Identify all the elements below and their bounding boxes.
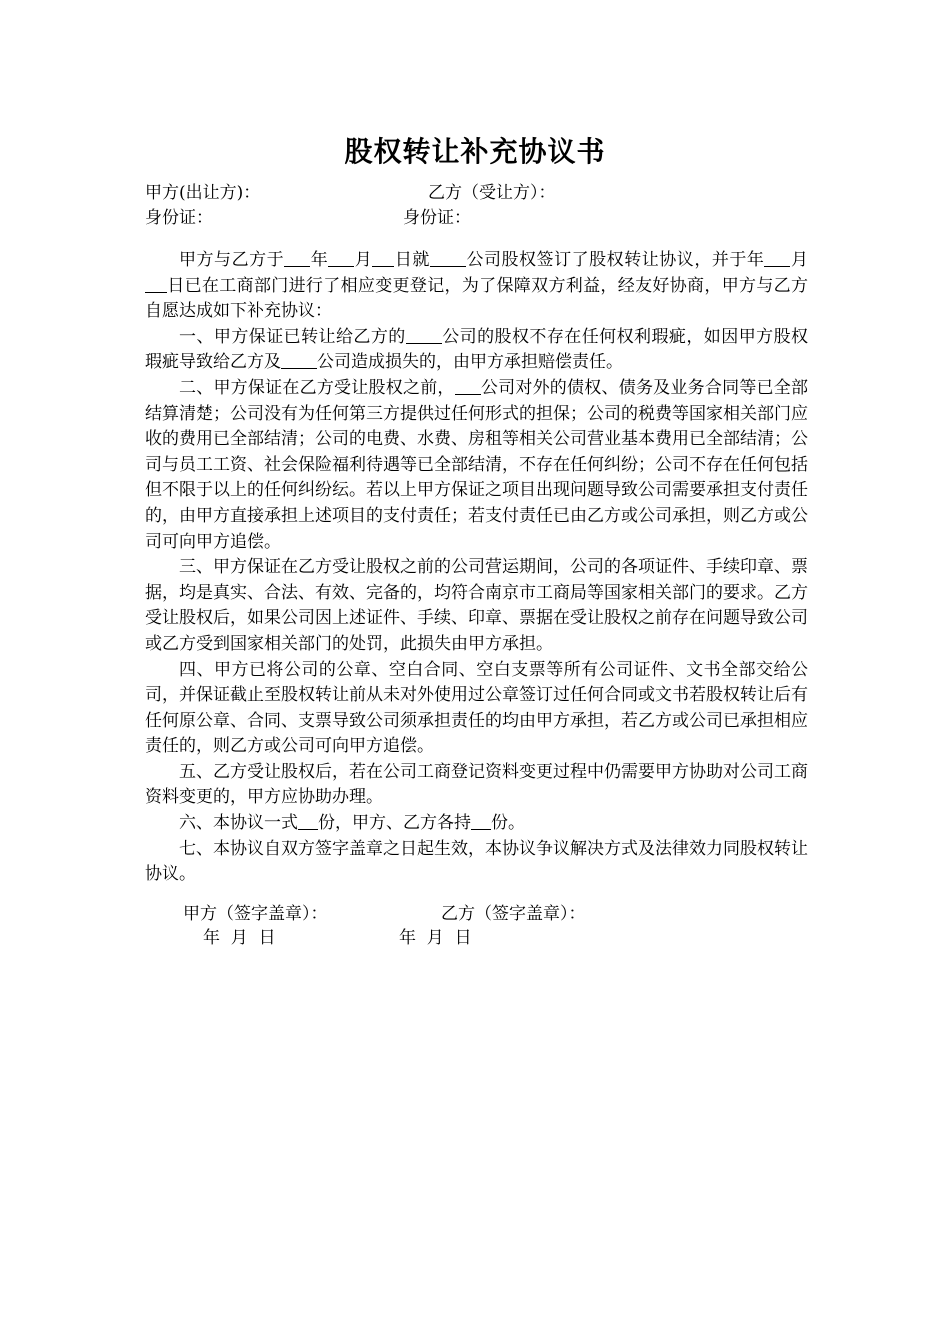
party-a-id-label: 身份证： bbox=[145, 208, 213, 228]
clause-2 bbox=[145, 376, 808, 555]
signature-party-a: 甲方（签字盖章）： bbox=[183, 904, 328, 924]
clause-4: 四、甲方已将公司的公章、空白合同、空白支票等所有公司证件、文书全部交给公司，并保证截止至股权转让前从未对外使用过公章签订过任何合同或文书若股权转让后有任何原公章、合同、支票导致公司须承担责任的均由甲方承担，若乙方或公司已承担相应责任的，则乙方或公司可向甲方追偿。 bbox=[145, 659, 808, 757]
clause-7: 七、本协议自双方签字盖章之日起生效，本协议争议解决方式及法律效力同股权转让协议。 bbox=[145, 838, 808, 885]
clause-5: 五、乙方受让股权后，若在公司工商登记资料变更过程中仍需要甲方协助对公司工商资料变更的，甲方应协助办理。 bbox=[145, 761, 808, 808]
blank-company bbox=[281, 351, 317, 369]
document-title: 股权转让补充协议书 bbox=[344, 135, 606, 168]
blank-year bbox=[284, 249, 310, 267]
signature-party-b: 乙方（签字盖章）： bbox=[441, 904, 586, 924]
blank-month bbox=[328, 249, 354, 267]
clause-3: 三、甲方保证在乙方受让股权之前的公司营运期间，公司的各项证件、手续印章、票据，均是真实、合法、有效、完备的，均符合南京市工商局等国家相关部门的要求。乙方受让股权后，如果公司因上述证件、手续、印章、票据在受让股权之前存在问题导致公司或乙方受到国家相关部门的处罚，此损失由甲方承担。 bbox=[145, 557, 808, 654]
date-party-a: 年 月 日 bbox=[203, 928, 276, 948]
party-b-label: 乙方（受让方）： bbox=[428, 183, 556, 203]
blank-company bbox=[455, 377, 481, 395]
clause-text: 二、甲方保证在乙方受让股权之前， bbox=[179, 377, 455, 398]
intro-text: 月 bbox=[790, 250, 808, 270]
blank-company bbox=[430, 249, 466, 267]
clause-1 bbox=[145, 325, 808, 376]
clause-text: 份。 bbox=[491, 813, 525, 834]
clause-text: 一、甲方保证已转让给乙方的 bbox=[179, 326, 406, 347]
intro-text: 日已在工商部门进行了相应变更登记，为了保障双方利益，经友好协商，甲方与乙方自愿达成如下补充协议： bbox=[145, 275, 808, 322]
clause-text: 公司造成损失的，由甲方承担赔偿责任。 bbox=[317, 352, 623, 373]
agreement-body bbox=[145, 248, 808, 888]
blank-month bbox=[764, 249, 790, 267]
date-party-b: 年 月 日 bbox=[399, 928, 472, 948]
intro-text: 甲方与乙方于 bbox=[179, 250, 285, 270]
clause-text: 公司对外的债权、债务及业务合同等已全部结算清楚；公司没有为任何第三方提供过任何形式的担保；公司的税费等国家相关部门应收的费用已全部结清；公司的电费、水费、房租等相关公司营业基本费用已全部结清；公司与员工工资、社会保险福利待遇等已全部结清，不存在任何纠纷；公司不存在任何包括但不限于以上的任何纠纷纭。若以上甲方保证之项目出现问题导致公司需要承担支付责任的，由甲方直接承担上述项目的支付责任；若支付责任已由乙方或公司承担，则乙方或公司可向甲方追偿。 bbox=[145, 377, 808, 552]
blank-day bbox=[372, 249, 394, 267]
blank-copies bbox=[298, 812, 318, 830]
blank-day bbox=[145, 275, 167, 293]
clause-6 bbox=[145, 811, 808, 837]
clause-text: 份，甲方、乙方各持 bbox=[318, 813, 471, 834]
clause-text: 六、本协议一式 bbox=[179, 813, 298, 834]
party-a-label: 甲方(出让方)： bbox=[145, 183, 261, 203]
intro-text: 年 bbox=[310, 250, 329, 270]
blank-copies bbox=[471, 812, 491, 830]
clause-text: 公司的股权不存在任何权利瑕疵，如因甲方股权瑕疵导致给乙方及 bbox=[145, 326, 809, 373]
intro-text: 公司股权签订了股权转让协议，并于年 bbox=[465, 250, 765, 270]
intro-paragraph bbox=[145, 248, 808, 325]
intro-text: 日就 bbox=[394, 250, 430, 270]
intro-text: 月 bbox=[354, 250, 373, 270]
blank-company bbox=[406, 326, 442, 344]
party-b-id-label: 身份证： bbox=[403, 208, 471, 228]
